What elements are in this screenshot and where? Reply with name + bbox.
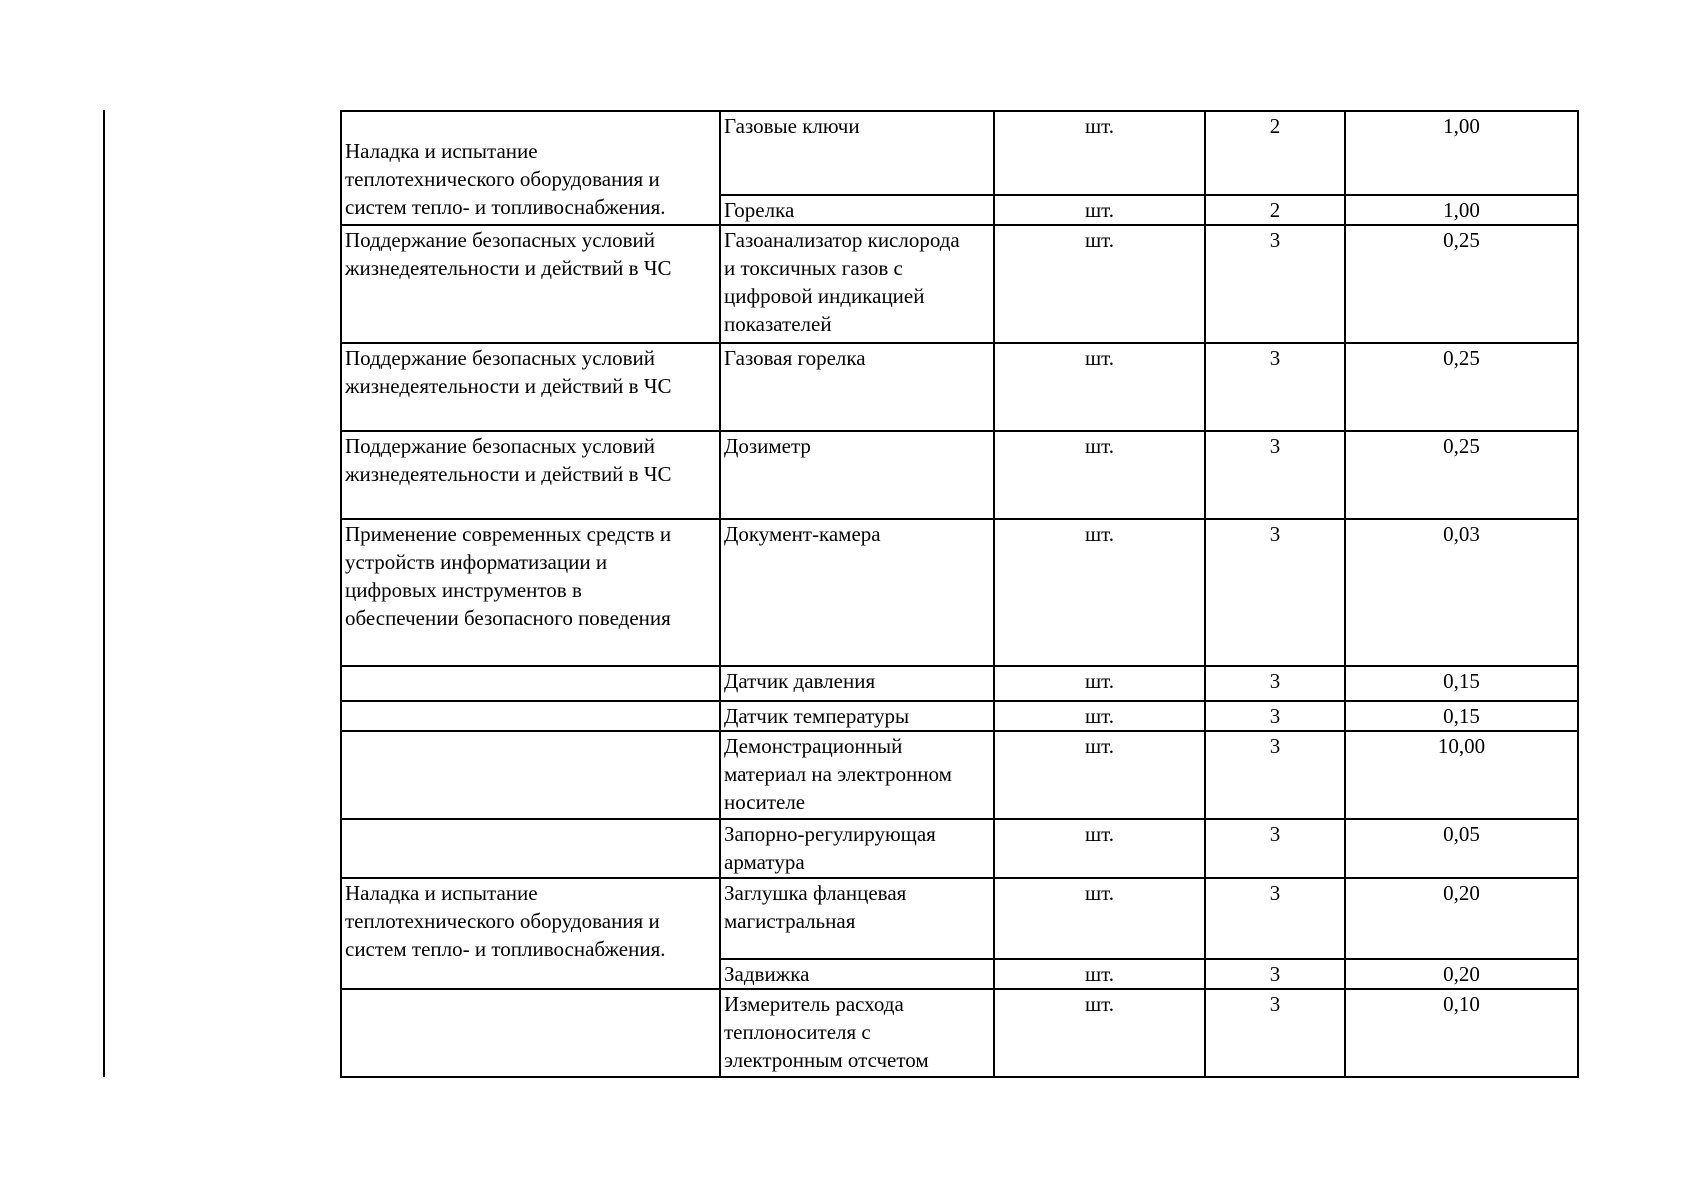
- unit-cell: шт.: [994, 701, 1205, 731]
- page-margin-line: [103, 110, 105, 1077]
- equipment-name-cell: Заглушка фланцевая магистральная: [720, 878, 994, 959]
- unit-cell: шт.: [994, 431, 1205, 519]
- equipment-name-cell: Газовые ключи: [720, 111, 994, 195]
- count-cell: 3: [1205, 225, 1345, 343]
- equipment-name-cell: Задвижка: [720, 959, 994, 989]
- count-cell: 3: [1205, 519, 1345, 666]
- unit-cell: шт.: [994, 989, 1205, 1077]
- count-cell: 2: [1205, 111, 1345, 195]
- equipment-name-cell: Газоанализатор кислорода и токсичных газов с цифровой индикацией показателей: [720, 225, 994, 343]
- equipment-name-cell: Датчик давления: [720, 666, 994, 701]
- equipment-table: [340, 110, 1579, 1078]
- unit-cell: шт.: [994, 878, 1205, 959]
- equipment-name-cell: Газовая горелка: [720, 343, 994, 431]
- equipment-name-cell: Горелка: [720, 195, 994, 225]
- competency-cell: [341, 701, 720, 731]
- quantity-cell: 1,00: [1345, 111, 1578, 195]
- quantity-cell: 1,00: [1345, 195, 1578, 225]
- count-cell: 3: [1205, 878, 1345, 959]
- quantity-cell: 0,20: [1345, 959, 1578, 989]
- unit-cell: шт.: [994, 959, 1205, 989]
- quantity-cell: 0,25: [1345, 225, 1578, 343]
- competency-cell: Применение современных средств и устройств информатизации и цифровых инструментов в обеспечении безопасного поведения: [341, 519, 720, 666]
- quantity-cell: 10,00: [1345, 731, 1578, 819]
- quantity-cell: 0,03: [1345, 519, 1578, 666]
- table-row: [341, 519, 1578, 666]
- unit-cell: шт.: [994, 195, 1205, 225]
- competency-cell: Поддержание безопасных условий жизнедеятельности и действий в ЧС: [341, 343, 720, 431]
- count-cell: 3: [1205, 701, 1345, 731]
- count-cell: 3: [1205, 819, 1345, 878]
- unit-cell: шт.: [994, 111, 1205, 195]
- unit-cell: шт.: [994, 731, 1205, 819]
- competency-cell: Поддержание безопасных условий жизнедеятельности и действий в ЧС: [341, 225, 720, 343]
- unit-cell: шт.: [994, 666, 1205, 701]
- count-cell: 3: [1205, 959, 1345, 989]
- count-cell: 2: [1205, 195, 1345, 225]
- competency-cell: Поддержание безопасных условий жизнедеятельности и действий в ЧС: [341, 431, 720, 519]
- quantity-cell: 0,25: [1345, 343, 1578, 431]
- competency-cell: [341, 989, 720, 1077]
- table-row: [341, 111, 1578, 195]
- count-cell: 3: [1205, 666, 1345, 701]
- count-cell: 3: [1205, 343, 1345, 431]
- unit-cell: шт.: [994, 343, 1205, 431]
- equipment-name-cell: Датчик температуры: [720, 701, 994, 731]
- competency-cell: [341, 666, 720, 701]
- table-row: [341, 701, 1578, 731]
- table-row: [341, 431, 1578, 519]
- table-row: [341, 225, 1578, 343]
- unit-cell: шт.: [994, 819, 1205, 878]
- table-row: [341, 343, 1578, 431]
- quantity-cell: 0,05: [1345, 819, 1578, 878]
- count-cell: 3: [1205, 989, 1345, 1077]
- quantity-cell: 0,10: [1345, 989, 1578, 1077]
- competency-cell: Наладка и испытание теплотехнического оборудования и систем тепло- и топливоснабжения.: [341, 111, 720, 225]
- count-cell: 3: [1205, 731, 1345, 819]
- competency-cell: [341, 819, 720, 878]
- equipment-name-cell: Документ-камера: [720, 519, 994, 666]
- table-row: [341, 731, 1578, 819]
- equipment-name-cell: Дозиметр: [720, 431, 994, 519]
- count-cell: 3: [1205, 431, 1345, 519]
- unit-cell: шт.: [994, 225, 1205, 343]
- equipment-name-cell: Запорно-регулирующая арматура: [720, 819, 994, 878]
- quantity-cell: 0,15: [1345, 666, 1578, 701]
- competency-cell: Наладка и испытание теплотехнического оборудования и систем тепло- и топливоснабжения.: [341, 878, 720, 989]
- equipment-name-cell: Демонстрационный материал на электронном носителе: [720, 731, 994, 819]
- table-row: [341, 666, 1578, 701]
- quantity-cell: 0,20: [1345, 878, 1578, 959]
- equipment-name-cell: Измеритель расхода теплоносителя с электронным отсчетом: [720, 989, 994, 1077]
- competency-cell: [341, 731, 720, 819]
- quantity-cell: 0,15: [1345, 701, 1578, 731]
- unit-cell: шт.: [994, 519, 1205, 666]
- quantity-cell: 0,25: [1345, 431, 1578, 519]
- table-row: [341, 878, 1578, 959]
- table-row: [341, 819, 1578, 878]
- table-row: [341, 989, 1578, 1077]
